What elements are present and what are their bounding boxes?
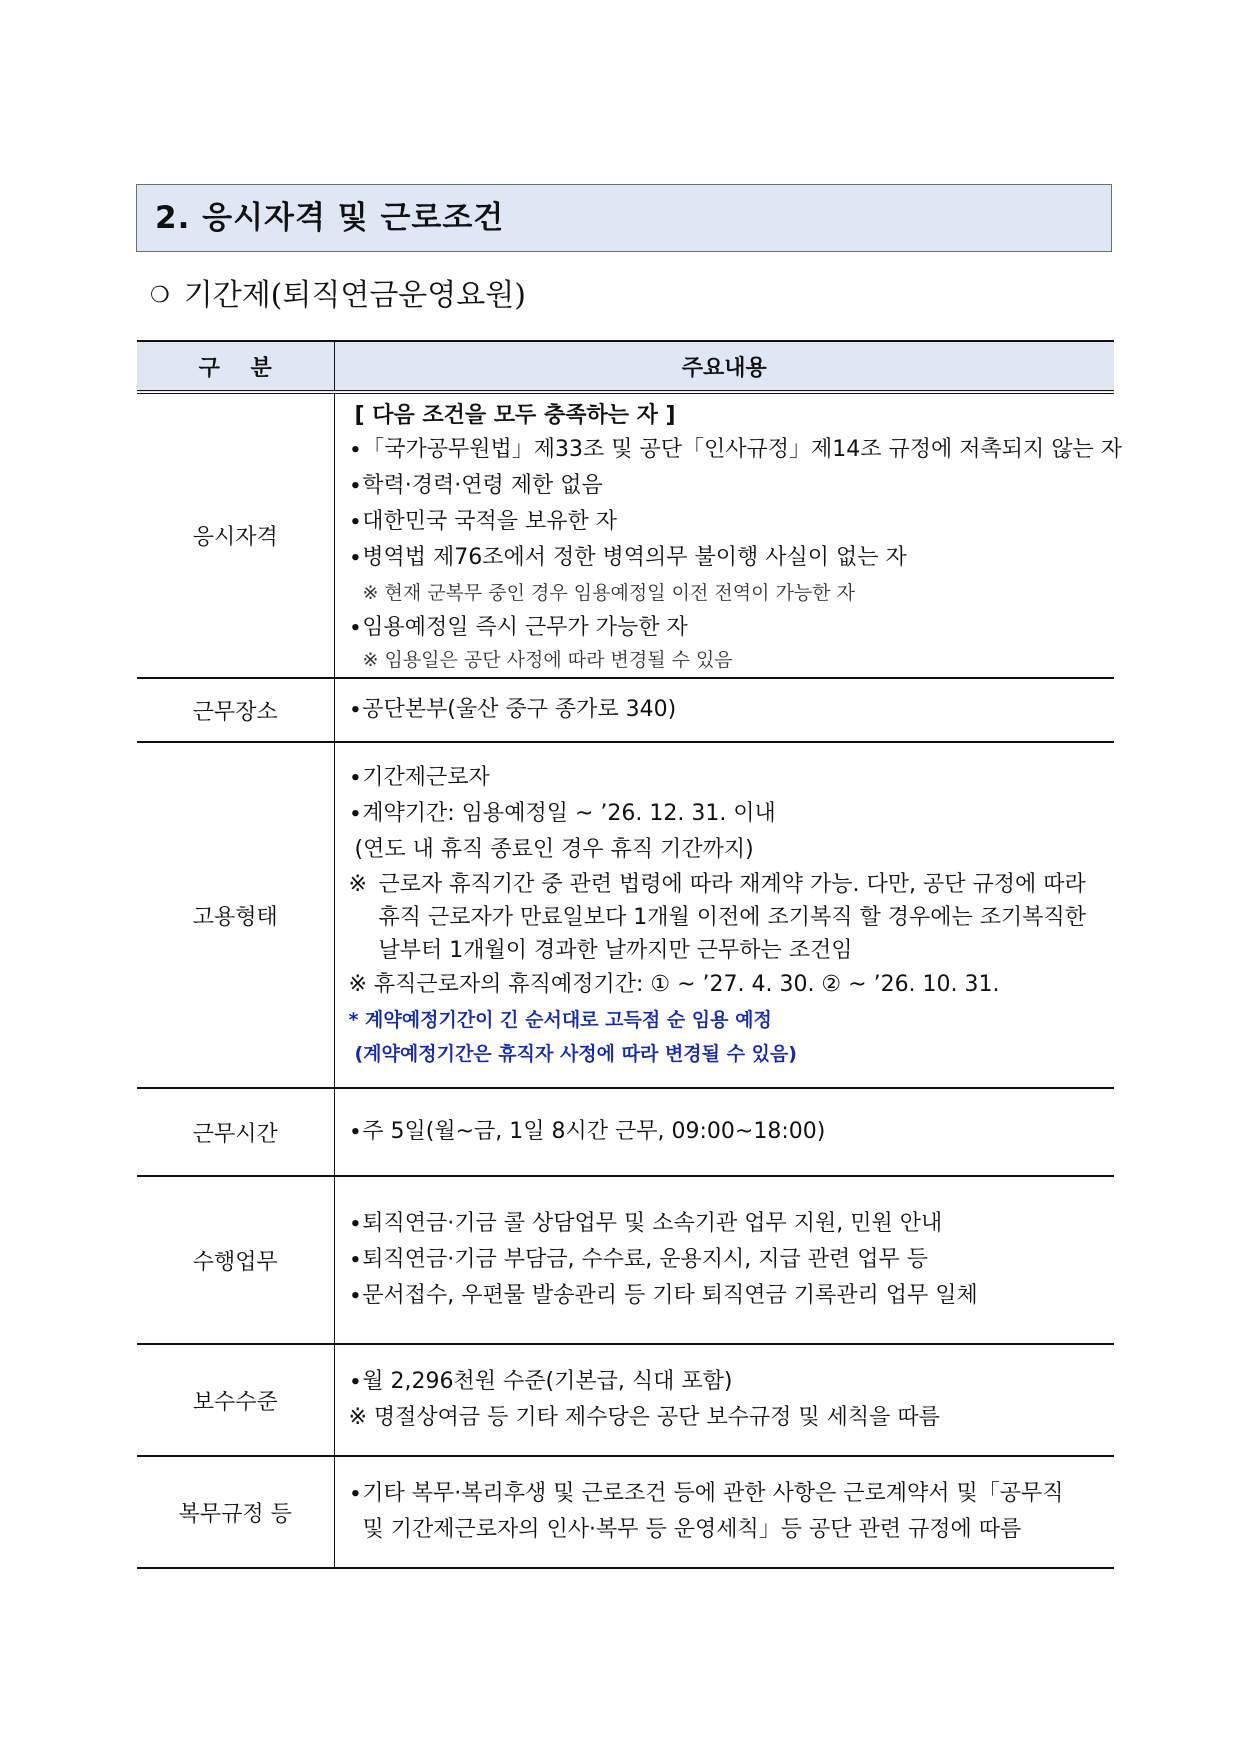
military-note: ※ 현재 군복무 중인 경우 임용예정일 이전 전역이 가능한 자 bbox=[362, 581, 855, 604]
content-duties bbox=[334, 1176, 1114, 1344]
label-workplace: 근무장소 bbox=[137, 678, 334, 742]
row-employment bbox=[137, 742, 1114, 1088]
content-workplace bbox=[334, 678, 1114, 742]
duty-item: ∙퇴직연금·기금 부담금, 수수료, 운용지시, 지급 관련 업무 등 bbox=[348, 1247, 928, 1272]
section-title: 2. 응시자격 및 근로조건 bbox=[136, 184, 1112, 252]
employment-type: ∙기간제근로자 bbox=[348, 764, 490, 790]
duty-item: ∙퇴직연금·기금 콜 상담업무 및 소속기관 업무 지원, 민원 안내 bbox=[348, 1211, 943, 1236]
qualification-item: ∙학력·경력·연령 제한 없음 bbox=[348, 472, 603, 498]
row-qualification bbox=[137, 392, 1114, 678]
content-hours bbox=[334, 1088, 1114, 1176]
regulations-line: ∙기타 복무·복리후생 및 근로조건 등에 관한 사항은 근로계약서 및「공무직 bbox=[348, 1481, 1064, 1506]
date-note: ※ 임용일은 공단 사정에 따라 변경될 수 있음 bbox=[362, 648, 733, 671]
row-regulations bbox=[137, 1456, 1114, 1568]
conditions-table bbox=[137, 340, 1123, 1569]
qualification-immediate: ∙임용예정일 즉시 근무가 가능한 자 bbox=[348, 614, 688, 640]
reference-line: 날부터 1개월이 경과한 날까지만 근무하는 조건임 bbox=[378, 937, 853, 963]
label-duties: 수행업무 bbox=[137, 1176, 334, 1344]
qualification-item: ∙병역법 제76조에서 정한 병역의무 불이행 사실이 없는 자 bbox=[348, 544, 907, 570]
label-employment: 고용형태 bbox=[137, 742, 334, 1088]
table-header-row bbox=[137, 341, 1114, 392]
subheading-text: 기간제(퇴직연금운영요원) bbox=[183, 278, 526, 313]
row-pay bbox=[137, 1344, 1114, 1456]
label-regulations: 복무규정 등 bbox=[137, 1456, 334, 1568]
regulations-line: 및 기간제근로자의 인사·복무 등 운영세칙」등 공단 관련 규정에 따름 bbox=[362, 1517, 1022, 1542]
employment-period: ∙계약기간: 임용예정일 ~ ’26. 12. 31. 이내 bbox=[348, 800, 776, 826]
header-category: 구 분 bbox=[137, 341, 334, 392]
row-hours bbox=[137, 1088, 1114, 1176]
reference-line: 근로자 휴직기간 중 관련 법령에 따라 재계약 가능. 다만, 공단 규정에 따라 bbox=[378, 871, 1086, 897]
leave-period: ※ 휴직근로자의 휴직예정기간: ① ~ ’27. 4. 30. ② ~ ’26. 10. 31. bbox=[348, 971, 1000, 997]
content-qualification bbox=[334, 392, 1123, 678]
pay-note: ※ 명절상여금 등 기타 제수당은 공단 보수규정 및 세칙을 따름 bbox=[348, 1405, 940, 1430]
content-employment bbox=[334, 742, 1114, 1088]
subheading bbox=[150, 272, 526, 323]
blue-note: * 계약예정기간이 긴 순서대로 고득점 순 임용 예정 bbox=[348, 1008, 772, 1031]
reference-line: 휴직 근로자가 만료일보다 1개월 이전에 조기복직 할 경우에는 조기복직한 bbox=[378, 904, 1087, 930]
hours-value: ∙주 5일(월~금, 1일 8시간 근무, 09:00~18:00) bbox=[348, 1119, 826, 1144]
qualification-item: ∙「국가공무원법」제33조 및 공단「인사규정」제14조 규정에 저촉되지 않는 자 bbox=[348, 436, 1123, 462]
row-workplace bbox=[137, 678, 1114, 742]
content-regulations bbox=[334, 1456, 1114, 1568]
label-pay: 보수수준 bbox=[137, 1344, 334, 1456]
header-content: 주요내용 bbox=[334, 341, 1114, 392]
content-pay bbox=[334, 1344, 1114, 1456]
label-hours: 근무시간 bbox=[137, 1088, 334, 1176]
qualification-item: ∙대한민국 국적을 보유한 자 bbox=[348, 508, 618, 534]
label-qualification: 응시자격 bbox=[137, 392, 334, 678]
pay-value: ∙월 2,296천원 수준(기본급, 식대 포함) bbox=[348, 1369, 733, 1394]
employment-reference bbox=[349, 868, 1105, 967]
circle-bullet-icon: ❍ bbox=[150, 283, 170, 308]
blue-note: (계약예정기간은 휴직자 사정에 따라 변경될 수 있음) bbox=[354, 1042, 797, 1065]
employment-period-note: (연도 내 휴직 종료인 경우 휴직 기간까지) bbox=[354, 836, 754, 862]
workplace-value: ∙공단본부(울산 중구 종가로 340) bbox=[348, 697, 677, 722]
reference-symbol: ※ bbox=[348, 871, 367, 897]
duty-item: ∙문서접수, 우편물 발송관리 등 기타 퇴직연금 기록관리 업무 일체 bbox=[348, 1283, 978, 1308]
row-duties bbox=[137, 1176, 1114, 1344]
qualification-condition: [ 다음 조건을 모두 충족하는 자 ] bbox=[354, 402, 676, 428]
